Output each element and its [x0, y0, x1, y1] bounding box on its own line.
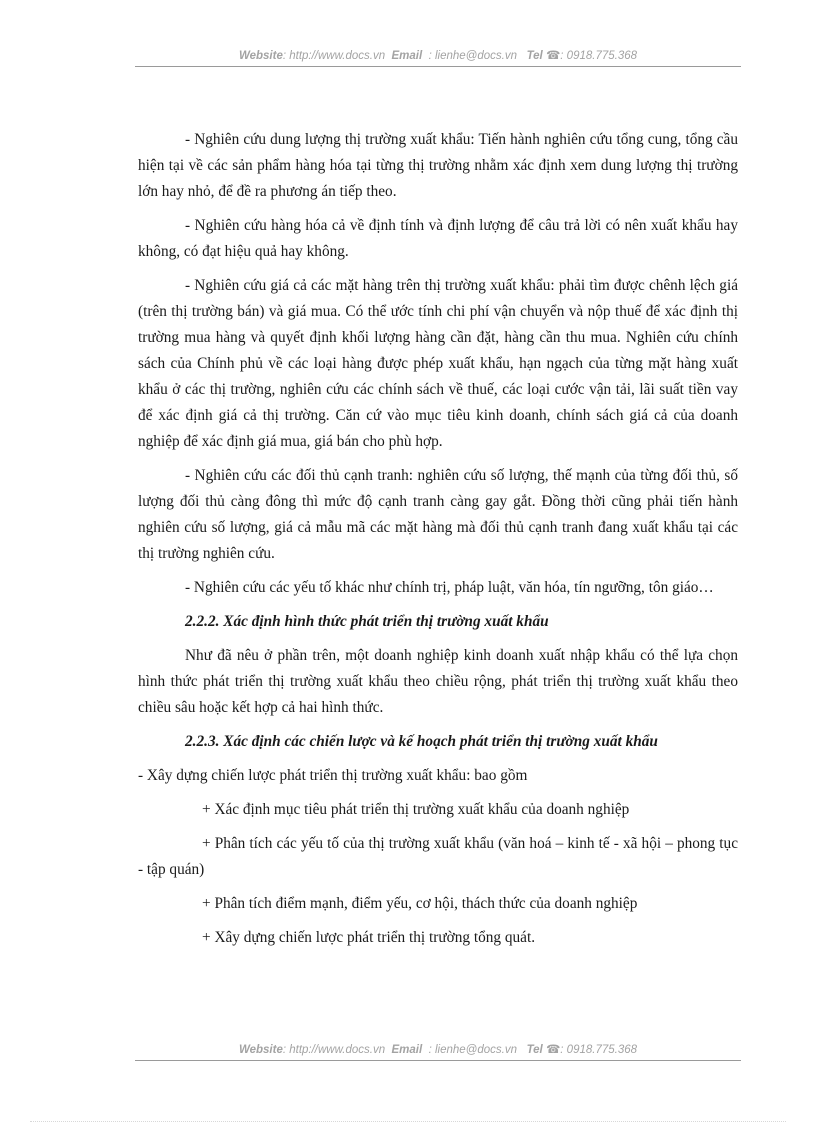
- header-website-label: Website: [238, 50, 283, 62]
- header-tel-value: : 0918.775.368: [560, 50, 638, 62]
- paragraph-competitor-research: - Nghiên cứu các đối thủ cạnh tranh: nghiên cứu số lượng, thế mạnh của từng đối thủ, số lượng đối thủ càng đông thì mức độ cạnh tranh càng gay gắt. Đồng thời cũng phải tiến hành nghiên cứu số lượng, giá cả mẫu mã các mặt hàng mà đối thủ cạnh tranh đang xuất khẩu tại các thị trường nghiên cứu.: [138, 467, 738, 562]
- paragraph-price-research: - Nghiên cứu giá cả các mặt hàng trên thị trường xuất khẩu: phải tìm được chênh lệch giá (trên thị trường bán) và giá mua. Có thể ước tính chi phí vận chuyển và nộp thuế để xác định thị trường mua hàng và quyết định khối lượng hàng cần đặt, hàng cần thu mua. Nghiên cứu chính sách của Chính phủ về các loại hàng được phép xuất khẩu, hạn ngạch của từng mặt hàng xuất khẩu ở các thị trường, nghiên cứu các chính sách về thuế, các loại cước vận tải, lãi suất tiền vay để xác định giá cả thị trường. Căn cứ vào mục tiêu kinh doanh, chính sách giá cả của doanh nghiệp để xác định giá mua, giá bán cho phù hợp.: [138, 277, 738, 450]
- paragraph-goods-research: - Nghiên cứu hàng hóa cả về định tính và định lượng để câu trả lời có nên xuất khẩu hay không, có đạt hiệu quả hay không.: [138, 217, 738, 260]
- list-subitem-swot: + Phân tích điểm mạnh, điểm yếu, cơ hội, thách thức của doanh nghiệp: [202, 895, 638, 912]
- header-email-link[interactable]: : lienhe@docs.vn: [428, 50, 517, 62]
- list-subitem-objectives: + Xác định mục tiêu phát triển thị trường xuất khẩu của doanh nghiệp: [202, 801, 630, 818]
- section-heading-2-2-2: 2.2.2. Xác định hình thức phát triển thị trường xuất khẩu: [185, 613, 549, 630]
- footer-tel-label: Tel: [526, 1044, 543, 1056]
- phone-icon: ☎: [545, 50, 561, 62]
- footer-website-link[interactable]: : http://www.docs.vn: [282, 1044, 386, 1056]
- header-email-label: Email: [391, 50, 423, 62]
- page-header: [135, 48, 741, 67]
- list-subitem-market-factors: + Phân tích các yếu tố của thị trường xuất khẩu (văn hoá – kinh tế - xã hội – phong tục - tập quán): [138, 835, 738, 878]
- header-website-link[interactable]: : http://www.docs.vn: [282, 50, 386, 62]
- paragraph-other-factors: - Nghiên cứu các yếu tố khác như chính trị, pháp luật, văn hóa, tín ngưỡng, tôn giáo…: [185, 579, 714, 596]
- footer-website-label: Website: [238, 1044, 283, 1056]
- paragraph-development-forms: Như đã nêu ở phần trên, một doanh nghiệp kinh doanh xuất nhập khẩu có thể lựa chọn hình thức phát triển thị trường xuất khẩu theo chiều rộng, phát triển thị trường xuất khẩu theo chiều sâu hoặc kết hợp cả hai hình thức.: [138, 647, 738, 716]
- footer-email-link[interactable]: : lienhe@docs.vn: [428, 1044, 517, 1056]
- footer-email-label: Email: [391, 1044, 423, 1056]
- page-bottom-divider: [30, 1121, 786, 1122]
- footer-tel-value: : 0918.775.368: [560, 1044, 638, 1056]
- document-body: [138, 127, 738, 959]
- phone-icon: ☎: [545, 1044, 561, 1056]
- page-footer: [135, 1042, 741, 1061]
- list-subitem-general-strategy: + Xây dựng chiến lược phát triển thị trường tổng quát.: [202, 929, 536, 946]
- list-item-build-strategy: - Xây dựng chiến lược phát triển thị trường xuất khẩu: bao gồm: [138, 767, 528, 784]
- section-heading-2-2-3: 2.2.3. Xác định các chiến lược và kế hoạch phát triển thị trường xuất khẩu: [185, 733, 658, 750]
- paragraph-market-capacity: - Nghiên cứu dung lượng thị trường xuất khẩu: Tiến hành nghiên cứu tổng cung, tổng cầu hiện tại về các sản phẩm hàng hóa tại từng thị trường nhằm xác định xem dung lượng thị trường lớn hay nhỏ, để đề ra phương án tiếp theo.: [138, 131, 738, 200]
- header-tel-label: Tel: [526, 50, 543, 62]
